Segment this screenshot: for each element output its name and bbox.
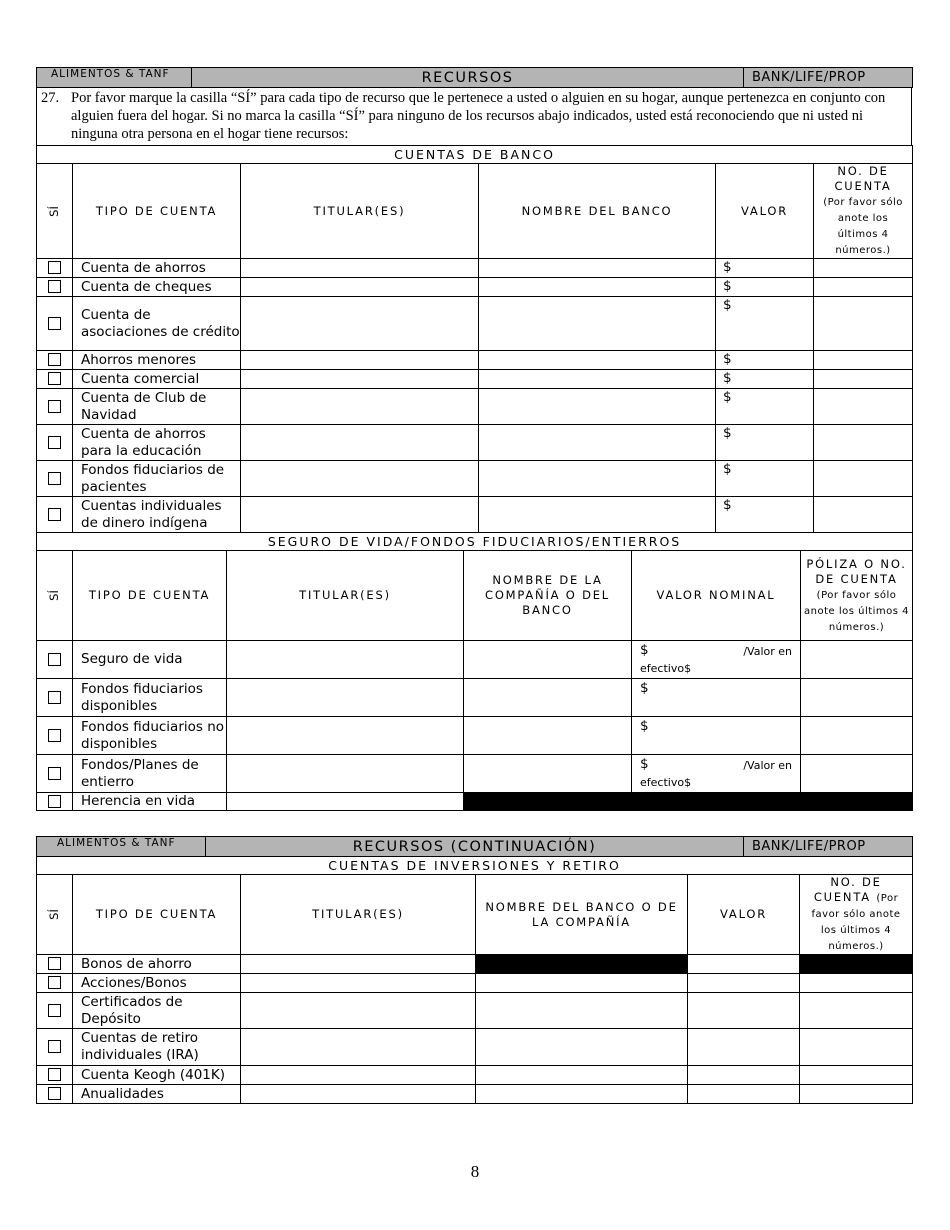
table-row [37,793,913,811]
account-type: Bonos de ahorro [73,955,241,974]
valor-column-header: VALOR [688,875,800,955]
account-type: Fondos fiduciarios disponibles [73,679,227,717]
value-field[interactable]: $ [716,351,814,370]
yes-checkbox[interactable] [48,1068,61,1081]
holder-field[interactable] [241,351,479,370]
yes-checkbox[interactable] [48,400,61,413]
account-type: Cuentas de retiro individuales (IRA) [73,1029,241,1066]
yes-checkbox[interactable] [48,353,61,366]
tipo-column-header: TIPO DE CUENTA [73,875,241,955]
holder-field[interactable] [241,1029,476,1066]
form-code: BANK/LIFE/PROP [744,837,913,857]
bank-name-field[interactable] [479,278,716,297]
bank-name-field[interactable] [479,297,716,351]
investment-accounts-table [36,856,913,1104]
value-field[interactable] [688,1029,800,1066]
account-type: Herencia en vida [73,793,227,811]
dollar-sign: $ [640,680,649,696]
yes-checkbox[interactable] [48,472,61,485]
blacked-out-cell [632,793,801,811]
company-name-field[interactable] [476,1085,688,1104]
holder-field[interactable] [241,259,479,278]
holder-field[interactable] [241,497,479,533]
account-type: Fondos/Planes de entierro [73,755,227,793]
yes-checkbox[interactable] [48,372,61,385]
poliza-column-header [801,551,913,641]
yes-checkbox[interactable] [48,261,61,274]
value-field[interactable] [688,1066,800,1085]
account-type: Acciones/Bonos [73,974,241,993]
yes-checkbox[interactable] [48,280,61,293]
company-name-field[interactable] [476,1029,688,1066]
instructions-box [36,87,912,146]
table-row [37,259,913,278]
titular-column-header: TITULAR(ES) [241,875,476,955]
table-row [37,974,913,993]
table-row [37,351,913,370]
account-number-field[interactable] [814,425,913,461]
yes-checkbox[interactable] [48,957,61,970]
table-row [37,370,913,389]
account-type: Cuenta de ahorros para la educación [73,425,241,461]
section-title: RECURSOS (CONTINUACIÓN) [206,837,744,857]
account-type: Certificados de Depósito [73,993,241,1029]
account-number-field[interactable] [814,370,913,389]
table-row [37,461,913,497]
company-name-field[interactable] [464,641,632,679]
account-number-field[interactable] [814,351,913,370]
valor-column-header: VALOR [716,164,814,259]
header-bar [36,836,913,857]
si-column-header: SÍ [46,909,61,920]
header-bar [36,67,913,88]
value-field[interactable] [688,974,800,993]
bank-name-field[interactable] [479,259,716,278]
account-type: Fondos fiduciarios de pacientes [73,461,241,497]
face-value-field[interactable] [632,641,801,679]
yes-checkbox[interactable] [48,976,61,989]
account-number-field[interactable] [814,497,913,533]
bank-accounts-table [36,145,913,533]
table-row [37,389,913,425]
account-type: Cuenta de asociaciones de crédito [73,297,241,351]
dollar-sign: $ [640,718,649,734]
face-value-field[interactable] [632,755,801,793]
value-field[interactable] [688,955,800,974]
account-type: Cuenta comercial [73,370,241,389]
face-value-field[interactable] [632,679,801,717]
value-field[interactable]: $ [716,461,814,497]
program-label: ALIMENTOS & TANF [37,837,206,857]
valor-nominal-column-header: VALOR NOMINAL [632,551,801,641]
holder-field[interactable] [241,993,476,1029]
yes-checkbox[interactable] [48,795,61,808]
yes-checkbox[interactable] [48,767,61,780]
account-type: Fondos fiduciarios no disponibles [73,717,227,755]
holder-field[interactable] [241,1085,476,1104]
table-row [37,1085,913,1104]
account-number-field[interactable] [814,297,913,351]
table-row [37,955,913,974]
yes-checkbox[interactable] [48,653,61,666]
banco-column-header: NOMBRE DEL BANCO [479,164,716,259]
yes-checkbox[interactable] [48,691,61,704]
table-row [37,755,913,793]
program-label: ALIMENTOS & TANF [37,68,192,88]
compania-column-header: NOMBRE DE LA COMPAÑÍA O DEL BANCO [464,551,632,641]
banco-column-header: NOMBRE DEL BANCO O DE LA COMPAÑÍA [476,875,688,955]
titular-column-header: TITULAR(ES) [241,164,479,259]
holder-field[interactable] [241,1066,476,1085]
table-row [37,278,913,297]
account-number-field[interactable] [814,389,913,425]
si-column-header: SÍ [46,590,61,601]
page-number: 8 [470,1162,480,1181]
dollar-sign: $ [640,756,649,772]
value-field[interactable] [688,1085,800,1104]
account-type: Cuenta de Club de Navidad [73,389,241,425]
invest-section-title: CUENTAS DE INVERSIONES Y RETIRO [37,857,913,875]
value-field[interactable]: $ [716,259,814,278]
account-number-field[interactable] [814,461,913,497]
cuenta-header-label: NO. DE CUENTA [813,875,882,904]
resources-form-part2 [36,836,912,1104]
si-column-header: SÍ [46,205,61,217]
value-field[interactable]: $ [716,278,814,297]
holder-field[interactable] [241,297,479,351]
table-row [37,1066,913,1085]
yes-checkbox[interactable] [48,1040,61,1053]
poliza-header-label: PÓLIZA O NO. DE CUENTA [806,556,907,586]
cash-value-suffix: efectivo$ [640,662,692,675]
holder-field[interactable] [227,679,464,717]
table-row [37,679,913,717]
bank-name-field[interactable] [479,370,716,389]
cash-value-label: /Valor en [743,645,792,658]
account-type: Cuenta de cheques [73,278,241,297]
company-name-field[interactable] [464,717,632,755]
blacked-out-cell [476,955,688,974]
holder-field[interactable] [227,641,464,679]
account-type: Anualidades [73,1085,241,1104]
policy-number-field[interactable] [801,679,913,717]
holder-field[interactable] [241,425,479,461]
section-title: RECURSOS [192,68,744,88]
table-row [37,297,913,351]
holder-field[interactable] [227,793,464,811]
blacked-out-cell [800,955,913,974]
face-value-field[interactable] [632,717,801,755]
table-row [37,641,913,679]
account-type: Ahorros menores [73,351,241,370]
policy-number-field[interactable] [801,717,913,755]
holder-field[interactable] [241,461,479,497]
bank-name-field[interactable] [479,497,716,533]
holder-field[interactable] [227,755,464,793]
poliza-header-note: (Por favor sólo anote los últimos 4 números.) [804,589,910,633]
holder-field[interactable] [241,370,479,389]
cuenta-header-label: NO. DE CUENTA [834,164,892,193]
value-field[interactable]: $ [716,497,814,533]
policy-number-field[interactable] [801,641,913,679]
value-field[interactable]: $ [716,297,814,351]
company-name-field[interactable] [476,993,688,1029]
account-number-field[interactable] [800,1029,913,1066]
account-type: Cuenta de ahorros [73,259,241,278]
cuenta-column-header [800,875,913,955]
bank-section-title: CUENTAS DE BANCO [37,146,913,164]
table-row [37,497,913,533]
question-text: Por favor marque la casilla “SÍ” para cada tipo de recurso que le pertenece a usted o alguien en su hogar, aunque pertenezca en conjunto con alguien fuera del hogar. Si no marca la casilla “SÍ” para ninguno de los recursos abajo indicados, usted está reconociendo que ni usted ni ninguna otra persona en el hogar tiene recursos: [71,90,886,142]
account-number-field[interactable] [800,1085,913,1104]
account-number-field[interactable] [800,974,913,993]
yes-checkbox[interactable] [48,508,61,521]
company-name-field[interactable] [464,755,632,793]
holder-field[interactable] [227,717,464,755]
tipo-column-header: TIPO DE CUENTA [73,164,241,259]
resources-form-part1 [36,67,912,811]
value-field[interactable]: $ [716,370,814,389]
table-row [37,1029,913,1066]
cash-value-suffix: efectivo$ [640,776,692,789]
value-field[interactable] [688,993,800,1029]
titular-column-header: TITULAR(ES) [227,551,464,641]
holder-field[interactable] [241,278,479,297]
account-number-field[interactable] [800,993,913,1029]
yes-checkbox[interactable] [48,1004,61,1017]
blacked-out-cell [801,793,913,811]
account-type: Seguro de vida [73,641,227,679]
bank-name-field[interactable] [479,351,716,370]
company-name-field[interactable] [464,679,632,717]
form-code: BANK/LIFE/PROP [744,68,913,88]
cuenta-header-note: (Por favor sólo anote los últimos 4 números.) [811,893,901,952]
account-number-field[interactable] [800,1066,913,1085]
holder-field[interactable] [241,955,476,974]
cuenta-header-note: (Por favor sólo anote los últimos 4 números.) [823,197,903,256]
life-section-title: SEGURO DE VIDA/FONDOS FIDUCIARIOS/ENTIERROS [37,533,913,551]
value-field[interactable]: $ [716,389,814,425]
cuenta-column-header [814,164,913,259]
dollar-sign: $ [640,642,649,658]
table-row [37,425,913,461]
company-name-field[interactable] [476,974,688,993]
bank-name-field[interactable] [479,425,716,461]
account-type: Cuentas individuales de dinero indígena [73,497,241,533]
holder-field[interactable] [241,389,479,425]
bank-name-field[interactable] [479,461,716,497]
account-number-field[interactable] [814,259,913,278]
account-type: Cuenta Keogh (401K) [73,1066,241,1085]
account-number-field[interactable] [814,278,913,297]
policy-number-field[interactable] [801,755,913,793]
yes-checkbox[interactable] [48,436,61,449]
table-row [37,717,913,755]
holder-field[interactable] [241,974,476,993]
yes-checkbox[interactable] [48,729,61,742]
company-name-field[interactable] [476,1066,688,1085]
bank-name-field[interactable] [479,389,716,425]
blacked-out-cell [464,793,632,811]
table-row [37,993,913,1029]
tipo-column-header: TIPO DE CUENTA [73,551,227,641]
cash-value-label: /Valor en [743,759,792,772]
yes-checkbox[interactable] [48,317,61,330]
yes-checkbox[interactable] [48,1087,61,1100]
question-number: 27. [41,90,60,106]
value-field[interactable]: $ [716,425,814,461]
life-insurance-table [36,532,913,811]
